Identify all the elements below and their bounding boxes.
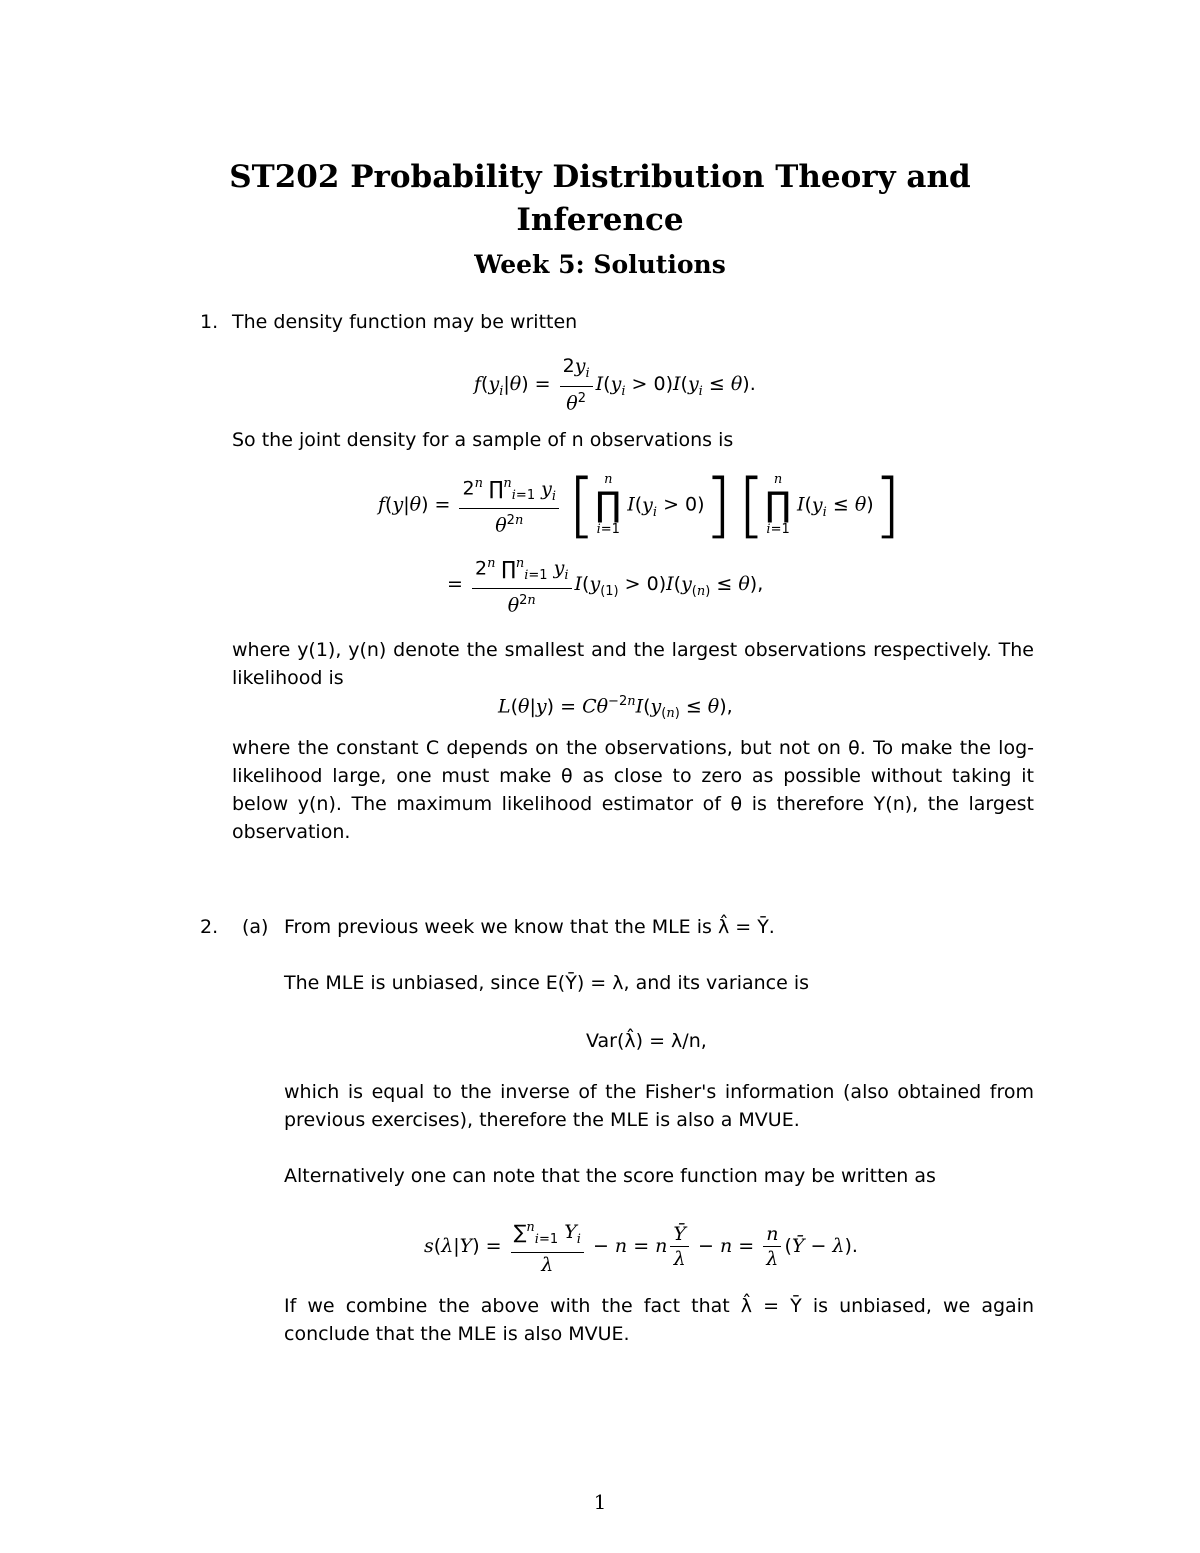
q2-part-a-label: (a)	[242, 916, 269, 938]
q2-unbiased-text: The MLE is unbiased, since E(Ȳ) = λ, and its variance is	[284, 972, 810, 994]
document-subtitle: Week 5: Solutions	[474, 250, 726, 279]
q1-conclusion: where the constant C depends on the observations, but not on θ. To make the log-likelihood large, one must make θ as close to zero as possible without taking it below y(n). The maximum likelihood estimator of θ is therefore Y(n), the largest observation.	[232, 737, 1034, 843]
q2-conclusion: If we combine the above with the fact that λ̂ = Ȳ is unbiased, we again conclude that the MLE is also MVUE.	[284, 1295, 1034, 1345]
q1-joint-density-line1: f(y|θ) = $\frac{2^n \prod^n_{i=1} y_i}{\theta^{2n}}$ [ n ∏ i=1 $I(y_i > 0)$] [ n ∏ i=1 $I(y_i \le \theta)$]	[378, 464, 902, 546]
q1-joint-density-line2: = $\frac{2^n \prod^n_{i=1} y_i}{\theta^{2n}}$ $I(y_{(1)} > 0)I(y_{(n)} \le \theta)$,	[447, 552, 763, 617]
q1-likelihood-equation: $L(\theta|y) = C\theta^{-2n}I(y_{(n)} \le \theta)$,	[498, 694, 733, 722]
q2-variance-equation: Var(λ̂) = λ/n,	[586, 1030, 707, 1052]
q2-score-equation: s(λ|Y) = $\frac{\sum^n_{i=1} Y_i}{\lambda}$ − n = n $\frac{Ȳ}{\lambda}$ − n = $\frac{n}{\lambda}$ (Ȳ − λ).	[424, 1216, 858, 1277]
q2-fisher-text: which is equal to the inverse of the Fisher's information (also obtained from previous exercises), therefore the MLE is also a MVUE.	[284, 1081, 1034, 1131]
q1-number: 1.	[200, 311, 219, 333]
q1-joint-intro: So the joint density for a sample of n observations is	[232, 429, 734, 451]
page-number: 1	[593, 1490, 607, 1514]
title-line-1: ST202 Probability Distribution Theory and	[229, 159, 971, 195]
q2-number: 2.	[200, 916, 219, 938]
q2-score-intro: Alternatively one can note that the score function may be written as	[284, 1165, 936, 1187]
document-title	[0, 156, 1200, 242]
q2-part-a-line1: From previous week we know that the MLE is λ̂ = Ȳ.	[284, 916, 775, 938]
q1-where-text: where y(1), y(n) denote the smallest and the largest observations respectively. The likelihood is	[232, 639, 1034, 689]
q1-intro: The density function may be written	[232, 311, 578, 333]
title-line-2: Inference	[516, 202, 684, 238]
q1-density-equation: $f(y_i|\theta)$ = $\frac{2y_i}{\theta^2}$ $I(y_i > 0)I(y_i \le \theta)$.	[474, 355, 756, 415]
